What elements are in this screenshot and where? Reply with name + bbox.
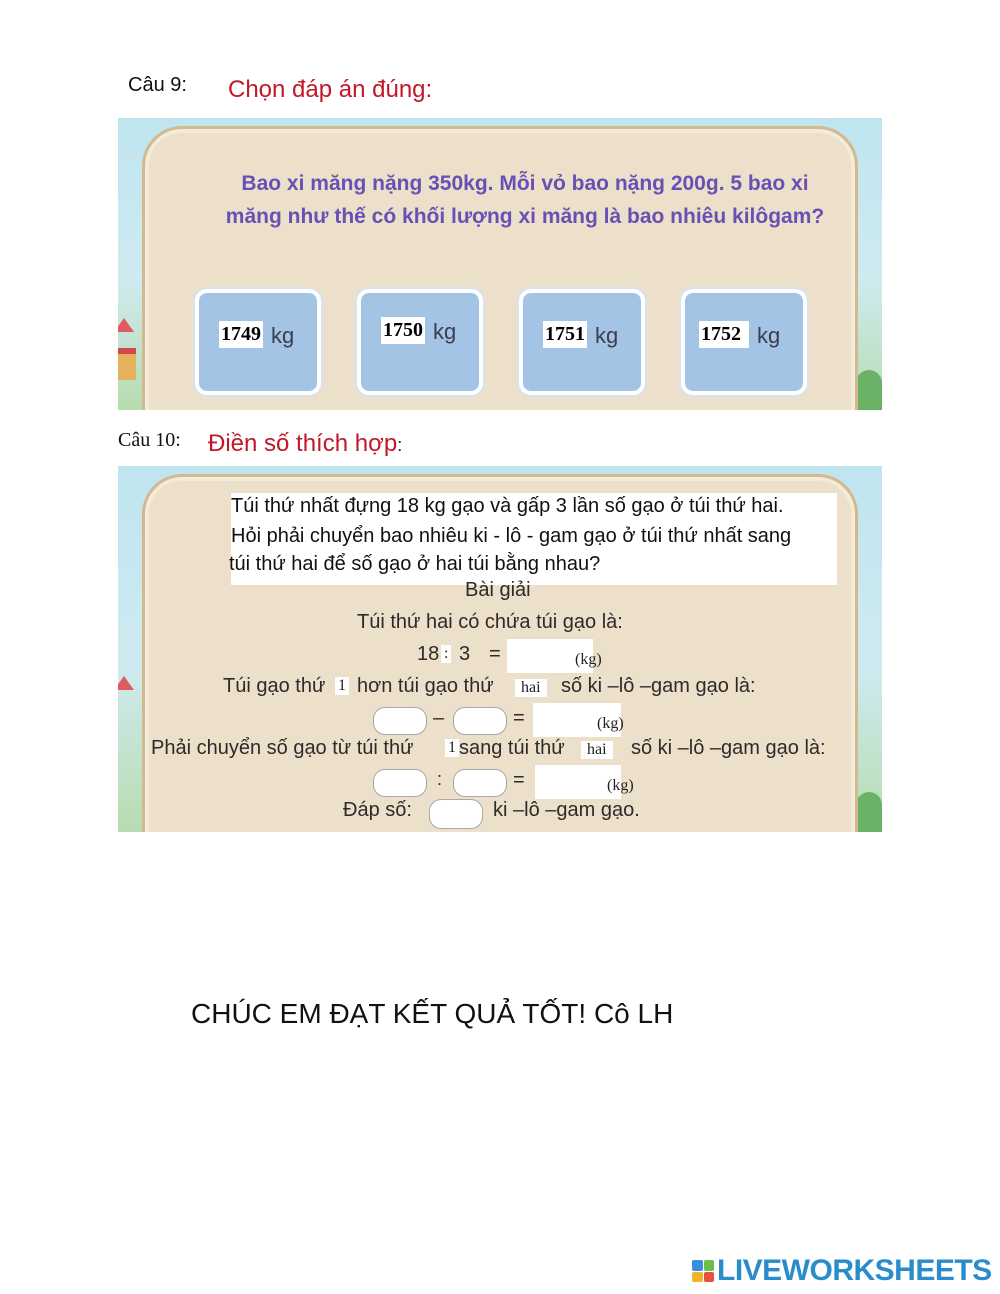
option-value: 1751 [543, 321, 587, 348]
liveworksheets-logo-icon [692, 1260, 714, 1282]
option-value: 1750 [381, 317, 425, 344]
q10-instruction-text: Điền số thích hợp [208, 430, 398, 457]
q10-label: Câu 10: [118, 429, 181, 451]
option-value: 1752 [699, 321, 749, 348]
step3-prefix: Phải chuyển số gạo từ túi thứ [151, 737, 414, 759]
q10-instruction-colon: : [397, 435, 403, 455]
solution-title: Bài giải [465, 579, 531, 601]
q9-card [142, 126, 858, 410]
final-answer-input[interactable] [429, 799, 483, 829]
step2-first: 1 [335, 677, 349, 695]
closing-message: CHÚC EM ĐẠT KẾT QUẢ TỐT! Cô LH [191, 998, 674, 1029]
option-unit: kg [757, 323, 781, 348]
step1-left: 18 [417, 643, 440, 665]
step1-unit: (kg) [575, 651, 602, 668]
q10-instruction [208, 430, 402, 458]
step2-minus: – [433, 707, 445, 729]
option-unit: kg [595, 323, 619, 348]
q10-card [142, 474, 858, 832]
step2-input-b[interactable] [453, 707, 507, 735]
q9-question [205, 167, 845, 233]
step2-equals: = [513, 707, 525, 729]
q9-option-d[interactable] [681, 289, 807, 395]
step3-unit: (kg) [607, 777, 634, 794]
brand-name: LIVEWORKSHEETS [717, 1254, 992, 1287]
q9-question-line1: Bao xi măng nặng 350kg. Mỗi vỏ bao nặng 200g. 5 bao xi [241, 172, 809, 195]
answer-suffix: ki –lô –gam gạo. [493, 799, 640, 821]
option-unit: kg [433, 319, 457, 344]
house-decoration [118, 348, 136, 380]
step1-right: 3 [459, 643, 471, 665]
q9-question-line2: măng như thế có khối lượng xi măng là bao nhiêu kilôgam? [225, 205, 825, 228]
step2-second: hai [515, 679, 547, 697]
q9-panel [118, 118, 882, 410]
option-value: 1749 [219, 321, 263, 348]
roof-decoration [118, 318, 134, 332]
q9-option-c[interactable] [519, 289, 645, 395]
step3-input-b[interactable] [453, 769, 507, 797]
step2-suffix: số ki –lô –gam gạo là: [561, 675, 756, 697]
step2-input-a[interactable] [373, 707, 427, 735]
q9-option-a[interactable] [195, 289, 321, 395]
q10-problem-box [231, 493, 837, 585]
q9-instruction: Chọn đáp án đúng: [228, 76, 433, 103]
step2-unit: (kg) [597, 715, 624, 732]
q9-option-b[interactable] [357, 289, 483, 395]
q9-label: Câu 9: [128, 74, 187, 96]
step3-first: 1 [445, 739, 459, 757]
q10-problem-line3: túi thứ hai để số gạo ở hai túi bằng nhau? [229, 553, 601, 575]
step1-op: : [441, 645, 451, 663]
option-unit: kg [271, 323, 295, 348]
roof-decoration [118, 676, 134, 690]
grass-decoration [856, 370, 882, 410]
q10-problem-line2: Hỏi phải chuyển bao nhiêu ki - lô - gam gạo ở túi thứ nhất sang [231, 525, 792, 547]
step1-title: Túi thứ hai có chứa túi gạo là: [357, 611, 623, 633]
step3-equals: = [513, 769, 525, 791]
q10-problem-line1: Túi thứ nhất đựng 18 kg gạo và gấp 3 lần số gạo ở túi thứ hai. [231, 495, 784, 517]
step3-middle: sang túi thứ [459, 737, 565, 759]
step3-suffix: số ki –lô –gam gạo là: [631, 737, 826, 759]
brand-logo[interactable] [692, 1254, 992, 1288]
step3-input-a[interactable] [373, 769, 427, 797]
answer-label: Đáp số: [343, 799, 412, 821]
step1-equals: = [489, 643, 501, 665]
step3-second: hai [581, 741, 613, 759]
step2-prefix: Túi gạo thứ [223, 675, 326, 697]
grass-decoration [856, 792, 882, 832]
step2-middle: hơn túi gạo thứ [357, 675, 494, 697]
step3-colon: : [437, 769, 443, 789]
q10-panel [118, 466, 882, 832]
